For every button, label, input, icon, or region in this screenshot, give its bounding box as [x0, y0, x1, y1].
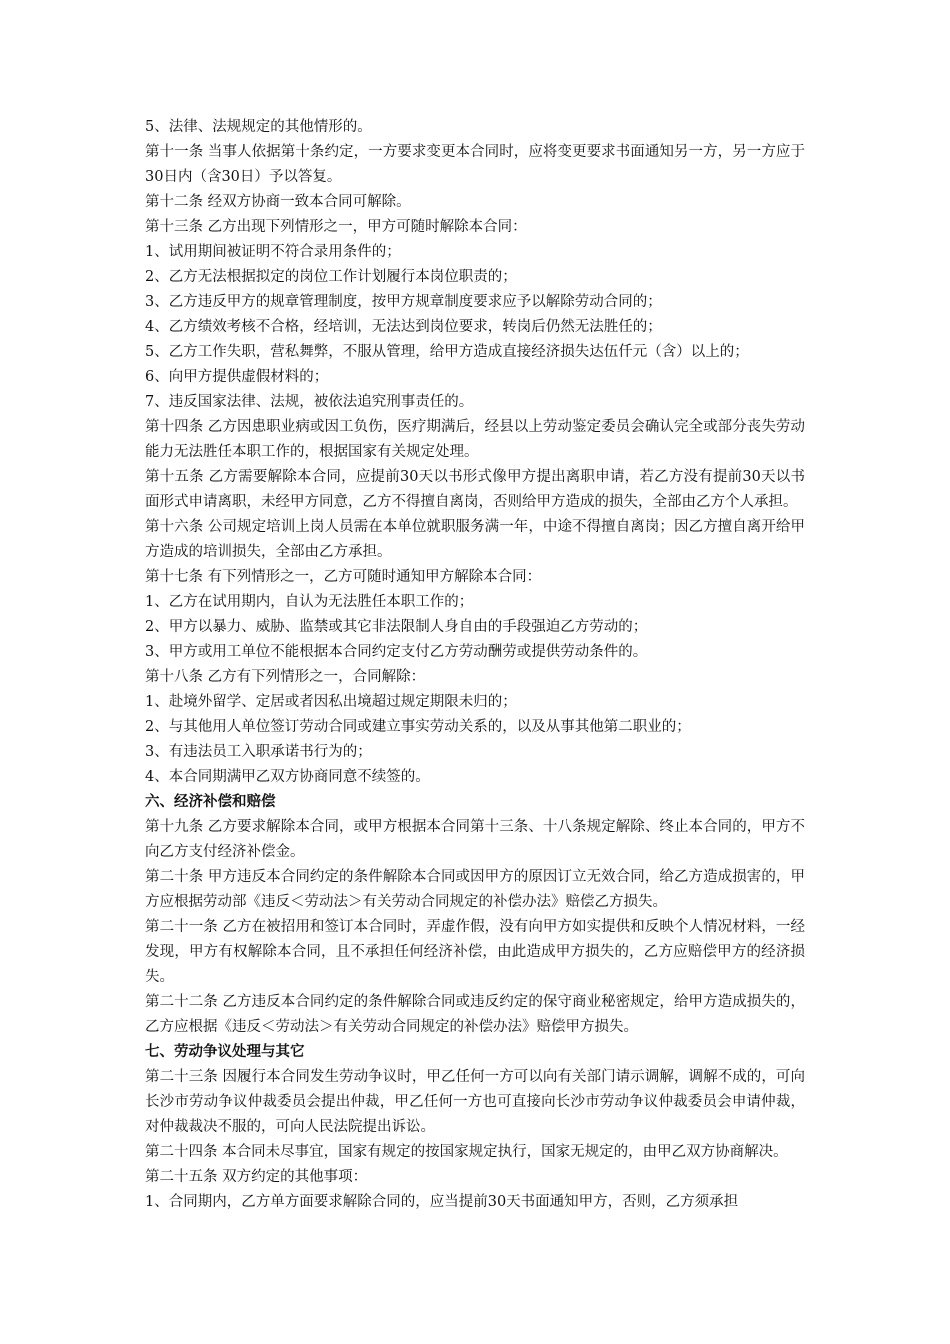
- paragraph: 第十一条 当事人依据第十条约定，一方要求变更本合同时，应将变更要求书面通知另一方，另一方应于30日内（含30日）予以答复。: [145, 144, 805, 185]
- list-item: 3、乙方违反甲方的规章管理制度，按甲方规章制度要求应予以解除劳动合同的；: [145, 294, 662, 310]
- paragraph: 第二十二条 乙方违反本合同约定的条件解除合同或违反约定的保守商业秘密规定，给甲方造成损失的，乙方应根据《违反＜劳动法＞有关劳动合同规定的补偿办法》赔偿甲方损失。: [145, 994, 805, 1035]
- paragraph: 第十五条 乙方需要解除本合同，应提前30天以书形式像甲方提出离职申请，若乙方没有提前30天以书面形式申请离职，未经甲方同意，乙方不得擅自离岗，否则给甲方造成的损失，全部由乙方个人承担。: [145, 469, 805, 510]
- list-item: 3、有违法员工入职承诺书行为的；: [145, 744, 372, 760]
- paragraph: 5、法律、法规规定的其他情形的。: [145, 119, 372, 135]
- paragraph: 第十九条 乙方要求解除本合同，或甲方根据本合同第十三条、十八条规定解除、终止本合同的，甲方不向乙方支付经济补偿金。: [145, 819, 805, 860]
- paragraph: 第二十一条 乙方在被招用和签订本合同时，弄虚作假，没有向甲方如实提供和反映个人情况材料，一经发现，甲方有权解除本合同，且不承担任何经济补偿，由此造成甲方损失的，乙方应赔偿甲方的经济损失。: [145, 919, 805, 985]
- list-item: 4、乙方绩效考核不合格，经培训，无法达到岗位要求，转岗后仍然无法胜任的；: [145, 319, 662, 335]
- paragraph: 第十四条 乙方因患职业病或因工负伤，医疗期满后，经县以上劳动鉴定委员会确认完全或部分丧失劳动能力无法胜任本职工作的，根据国家有关规定处理。: [145, 419, 805, 460]
- paragraph: 第二十条 甲方违反本合同约定的条件解除本合同或因甲方的原因订立无效合同，给乙方造成损害的，甲方应根据劳动部《违反＜劳动法＞有关劳动合同规定的补偿办法》赔偿乙方损失。: [145, 869, 805, 910]
- paragraph: 第十六条 公司规定培训上岗人员需在本单位就职服务满一年，中途不得擅自离岗；因乙方擅自离开给甲方造成的培训损失，全部由乙方承担。: [145, 519, 805, 560]
- list-item: 1、试用期间被证明不符合录用条件的；: [145, 244, 401, 260]
- list-item: 2、乙方无法根据拟定的岗位工作计划履行本岗位职责的；: [145, 269, 517, 285]
- paragraph: 第十二条 经双方协商一致本合同可解除。: [145, 194, 411, 210]
- paragraph: 第十八条 乙方有下列情形之一，合同解除：: [145, 669, 426, 685]
- list-item: 4、本合同期满甲乙双方协商同意不续签的。: [145, 769, 430, 785]
- section-heading: 六、经济补偿和赔偿: [145, 794, 276, 810]
- list-item: 7、违反国家法律、法规，被依法追究刑事责任的。: [145, 394, 474, 410]
- list-item: 3、甲方或用工单位不能根据本合同约定支付乙方劳动酬劳或提供劳动条件的。: [145, 644, 648, 660]
- document-body: [145, 115, 805, 1215]
- list-item: 6、向甲方提供虚假材料的；: [145, 369, 329, 385]
- paragraph: 第十三条 乙方出现下列情形之一，甲方可随时解除本合同：: [145, 219, 527, 235]
- paragraph: 第十七条 有下列情形之一，乙方可随时通知甲方解除本合同：: [145, 569, 542, 585]
- list-item: 1、赴境外留学、定居或者因私出境超过规定期限未归的；: [145, 694, 517, 710]
- list-item: 5、乙方工作失职，营私舞弊，不服从管理，给甲方造成直接经济损失达伍仟元（含）以上的；: [145, 344, 749, 360]
- list-item: 2、与其他用人单位签订劳动合同或建立事实劳动关系的，以及从事其他第二职业的；: [145, 719, 691, 735]
- paragraph: 第二十五条 双方约定的其他事项：: [145, 1169, 368, 1185]
- list-item: 1、乙方在试用期内，自认为无法胜任本职工作的；: [145, 594, 474, 610]
- list-item: 2、甲方以暴力、威胁、监禁或其它非法限制人身自由的手段强迫乙方劳动的；: [145, 619, 648, 635]
- paragraph: 第二十三条 因履行本合同发生劳动争议时，甲乙任何一方可以向有关部门请示调解，调解不成的，可向长沙市劳动争议仲裁委员会提出仲裁，甲乙任何一方也可直接向长沙市劳动争议仲裁委员会申请仲裁，对仲裁裁决不服的，可向人民法院提出诉讼。: [145, 1069, 805, 1135]
- section-heading: 七、劳动争议处理与其它: [145, 1044, 305, 1060]
- list-item: 1、合同期内，乙方单方面要求解除合同的，应当提前30天书面通知甲方，否则，乙方须承担: [145, 1194, 739, 1210]
- paragraph: 第二十四条 本合同未尽事宜，国家有规定的按国家规定执行，国家无规定的，由甲乙双方协商解决。: [145, 1144, 788, 1160]
